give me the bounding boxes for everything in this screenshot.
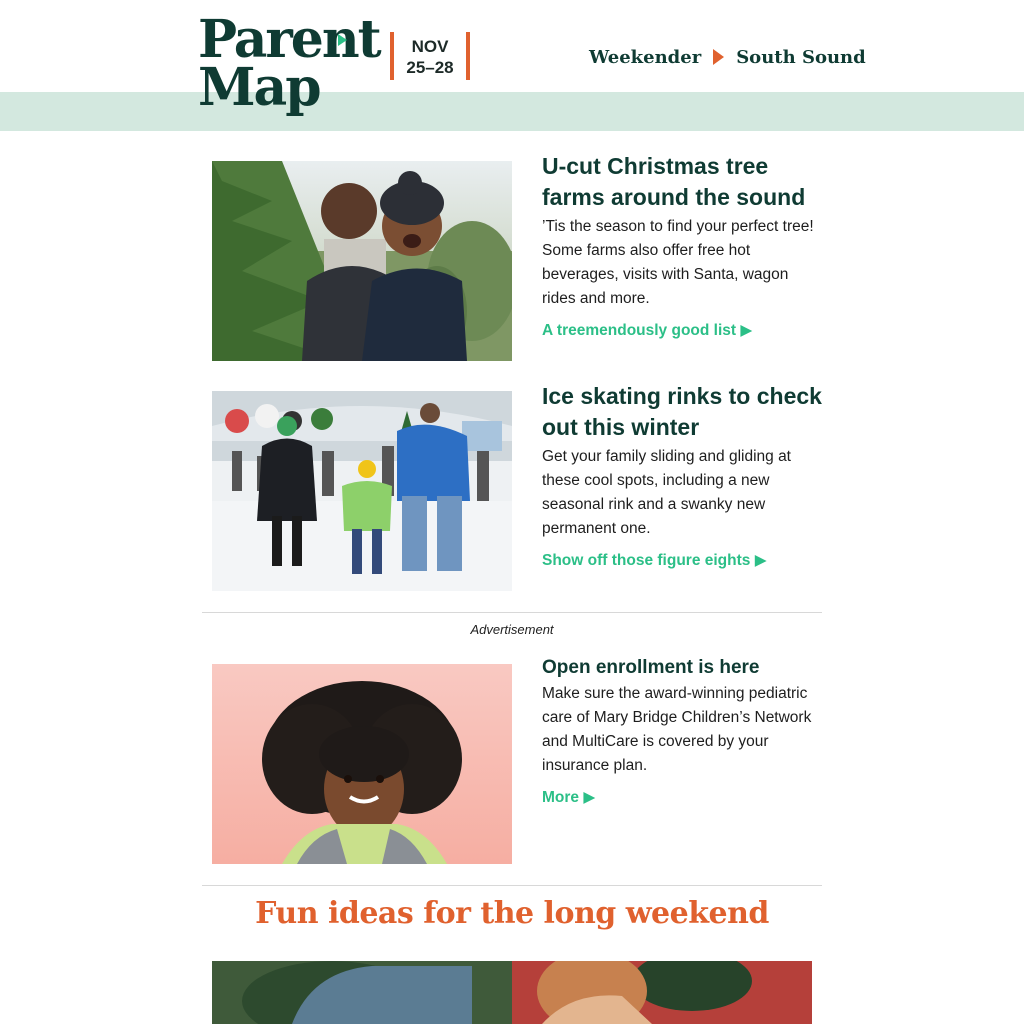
section-heading: Fun ideas for the long weekend — [255, 896, 769, 931]
article-text — [542, 153, 824, 340]
advertisement-label: Advertisement — [470, 622, 554, 637]
article-link[interactable]: A treemendously good list ▶ — [542, 322, 753, 339]
ad-body: Make sure the award-winning pediatric care of Mary Bridge Children’s Network and MultiCare is covered by your insurance plan. — [542, 685, 812, 774]
breadcrumb-weekender[interactable]: Weekender — [589, 46, 702, 68]
ad-text — [542, 657, 824, 807]
christmas-tree-photo[interactable] — [212, 161, 512, 361]
date-badge — [390, 32, 470, 80]
date-range: 25–28 — [406, 58, 454, 77]
breadcrumb-arrow-icon — [713, 49, 724, 65]
header-band — [0, 92, 1024, 131]
ad-title[interactable]: Open enrollment is here — [542, 657, 760, 678]
divider — [202, 885, 822, 886]
article-text — [542, 383, 824, 570]
article-link[interactable]: Show off those figure eights ▶ — [542, 552, 767, 569]
article-body: Get your family sliding and gliding at these cool spots, including a new seasonal rink and a swanky new permanent one. — [542, 448, 791, 537]
ice-skating-photo[interactable] — [212, 391, 512, 591]
ad-child-photo[interactable] — [212, 664, 512, 864]
article-title[interactable]: U-cut Christmas tree farms around the sound — [542, 153, 806, 210]
ad-more-link[interactable]: More ▶ — [542, 789, 596, 806]
divider — [202, 612, 822, 613]
breadcrumb-south-sound[interactable]: South Sound — [736, 46, 866, 68]
weekend-feature-photo[interactable] — [212, 961, 812, 1024]
email-header — [0, 0, 1024, 131]
date-month: NOV — [411, 37, 449, 56]
logo-play-icon — [338, 34, 347, 46]
article-title[interactable]: Ice skating rinks to check out this winter — [542, 383, 822, 440]
breadcrumb — [589, 44, 866, 70]
parentmap-logo[interactable] — [198, 9, 380, 124]
logo-word-map: Map — [198, 57, 320, 118]
logo-word-parent: Parent — [198, 9, 380, 70]
article-body: ’Tis the season to find your perfect tree! Some farms also offer free hot beverages, visits with Santa, wagon rides and more. — [542, 218, 814, 307]
